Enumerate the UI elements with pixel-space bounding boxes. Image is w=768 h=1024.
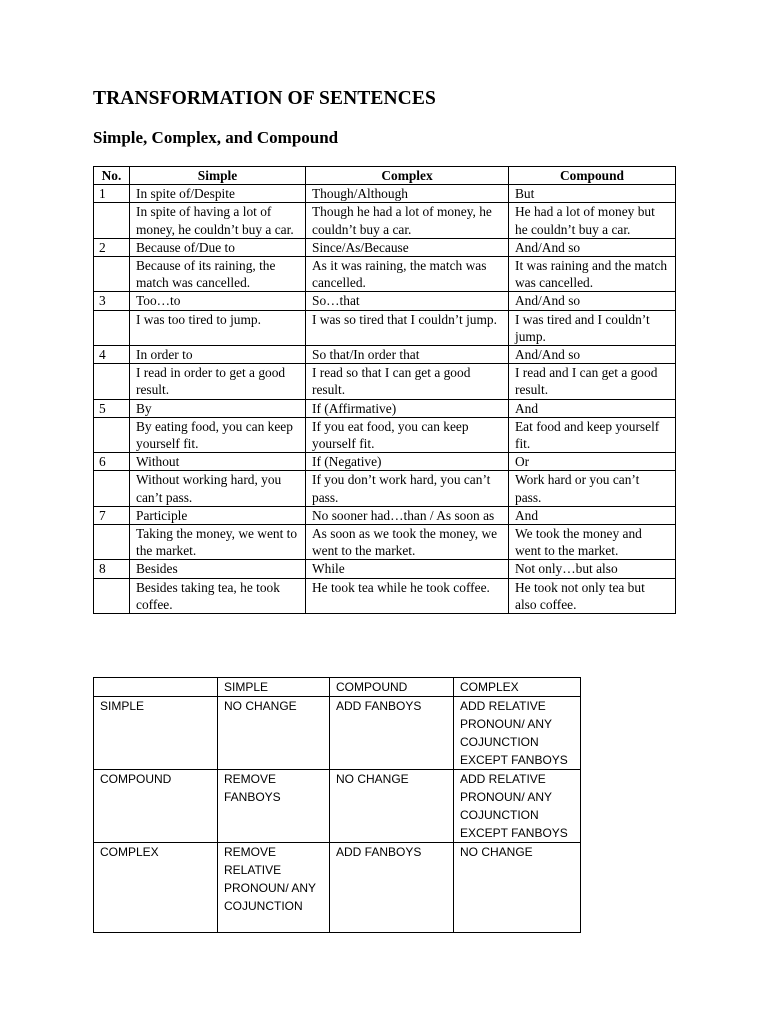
simple-cell: Besides bbox=[130, 560, 306, 578]
row-label-cell: COMPOUND bbox=[94, 770, 218, 843]
simple-cell: Besides taking tea, he took coffee. bbox=[130, 578, 306, 613]
table-row bbox=[94, 417, 676, 452]
complex-cell: So that/In order that bbox=[306, 346, 509, 364]
header-cell: SIMPLE bbox=[218, 678, 330, 697]
rule-cell: ADD RELATIVE PRONOUN/ ANY COJUNCTION EXCEPT FANBOYS bbox=[454, 770, 581, 843]
rule-cell: REMOVE FANBOYS bbox=[218, 770, 330, 843]
conversion-rules-table bbox=[93, 677, 581, 933]
complex-cell: So…that bbox=[306, 292, 509, 310]
rule-cell: ADD FANBOYS bbox=[330, 843, 454, 933]
complex-cell: I was so tired that I couldn’t jump. bbox=[306, 310, 509, 345]
simple-cell: I was too tired to jump. bbox=[130, 310, 306, 345]
rule-cell: ADD RELATIVE PRONOUN/ ANY COJUNCTION EXCEPT FANBOYS bbox=[454, 697, 581, 770]
complex-cell: If you eat food, you can keep yourself fit. bbox=[306, 417, 509, 452]
header-cell bbox=[94, 678, 218, 697]
page-title: TRANSFORMATION OF SENTENCES bbox=[93, 88, 436, 109]
table-row bbox=[94, 578, 676, 613]
table-row bbox=[94, 203, 676, 238]
compound-cell: Or bbox=[509, 453, 676, 471]
table-row bbox=[94, 770, 581, 843]
table-row bbox=[94, 238, 676, 256]
simple-cell: Because of its raining, the match was cancelled. bbox=[130, 257, 306, 292]
number-cell bbox=[94, 578, 130, 613]
number-cell: 1 bbox=[94, 185, 130, 203]
rule-cell: ADD FANBOYS bbox=[330, 697, 454, 770]
simple-cell: Without bbox=[130, 453, 306, 471]
header-cell: Complex bbox=[306, 167, 509, 185]
simple-cell: Without working hard, you can’t pass. bbox=[130, 471, 306, 506]
table-row bbox=[94, 399, 676, 417]
number-cell: 2 bbox=[94, 238, 130, 256]
table-row bbox=[94, 346, 676, 364]
table-header-row bbox=[94, 167, 676, 185]
table-row bbox=[94, 310, 676, 345]
compound-cell: He took not only tea but also coffee. bbox=[509, 578, 676, 613]
complex-cell: If you don’t work hard, you can’t pass. bbox=[306, 471, 509, 506]
table-row bbox=[94, 453, 676, 471]
table-row bbox=[94, 185, 676, 203]
simple-cell: Because of/Due to bbox=[130, 238, 306, 256]
transformation-table bbox=[93, 166, 676, 614]
header-cell: COMPOUND bbox=[330, 678, 454, 697]
compound-cell: Eat food and keep yourself fit. bbox=[509, 417, 676, 452]
number-cell: 8 bbox=[94, 560, 130, 578]
table-row bbox=[94, 506, 676, 524]
rule-cell: NO CHANGE bbox=[330, 770, 454, 843]
simple-cell: In order to bbox=[130, 346, 306, 364]
row-label-cell: SIMPLE bbox=[94, 697, 218, 770]
number-cell bbox=[94, 417, 130, 452]
complex-cell: No sooner had…than / As soon as bbox=[306, 506, 509, 524]
compound-cell: And/And so bbox=[509, 292, 676, 310]
compound-cell: I was tired and I couldn’t jump. bbox=[509, 310, 676, 345]
complex-cell: Though he had a lot of money, he couldn’t buy a car. bbox=[306, 203, 509, 238]
rule-cell: REMOVE RELATIVE PRONOUN/ ANY COJUNCTION bbox=[218, 843, 330, 933]
number-cell: 7 bbox=[94, 506, 130, 524]
simple-cell: In spite of having a lot of money, he couldn’t buy a car. bbox=[130, 203, 306, 238]
number-cell: 3 bbox=[94, 292, 130, 310]
complex-cell: He took tea while he took coffee. bbox=[306, 578, 509, 613]
simple-cell: I read in order to get a good result. bbox=[130, 364, 306, 399]
compound-cell: He had a lot of money but he couldn’t buy a car. bbox=[509, 203, 676, 238]
table-row bbox=[94, 525, 676, 560]
compound-cell: I read and I can get a good result. bbox=[509, 364, 676, 399]
complex-cell: As soon as we took the money, we went to the market. bbox=[306, 525, 509, 560]
table-row bbox=[94, 843, 581, 933]
compound-cell: Not only…but also bbox=[509, 560, 676, 578]
complex-cell: While bbox=[306, 560, 509, 578]
header-cell: Simple bbox=[130, 167, 306, 185]
row-label-cell: COMPLEX bbox=[94, 843, 218, 933]
simple-cell: Taking the money, we went to the market. bbox=[130, 525, 306, 560]
complex-cell: Since/As/Because bbox=[306, 238, 509, 256]
complex-cell: If (Negative) bbox=[306, 453, 509, 471]
simple-cell: Too…to bbox=[130, 292, 306, 310]
number-cell bbox=[94, 525, 130, 560]
rule-cell: NO CHANGE bbox=[454, 843, 581, 933]
compound-cell: And bbox=[509, 506, 676, 524]
simple-cell: By bbox=[130, 399, 306, 417]
simple-cell: Participle bbox=[130, 506, 306, 524]
header-cell: No. bbox=[94, 167, 130, 185]
table-row bbox=[94, 560, 676, 578]
table-row bbox=[94, 364, 676, 399]
table-row bbox=[94, 697, 581, 770]
compound-cell: We took the money and went to the market. bbox=[509, 525, 676, 560]
number-cell bbox=[94, 471, 130, 506]
table-header-row bbox=[94, 678, 581, 697]
simple-cell: In spite of/Despite bbox=[130, 185, 306, 203]
header-cell: Compound bbox=[509, 167, 676, 185]
complex-cell: Though/Although bbox=[306, 185, 509, 203]
table-row bbox=[94, 471, 676, 506]
header-cell: COMPLEX bbox=[454, 678, 581, 697]
compound-cell: But bbox=[509, 185, 676, 203]
number-cell bbox=[94, 257, 130, 292]
compound-cell: Work hard or you can’t pass. bbox=[509, 471, 676, 506]
compound-cell: And/And so bbox=[509, 346, 676, 364]
simple-cell: By eating food, you can keep yourself fit. bbox=[130, 417, 306, 452]
number-cell bbox=[94, 203, 130, 238]
table-row bbox=[94, 292, 676, 310]
rule-cell: NO CHANGE bbox=[218, 697, 330, 770]
number-cell: 5 bbox=[94, 399, 130, 417]
compound-cell: And bbox=[509, 399, 676, 417]
complex-cell: If (Affirmative) bbox=[306, 399, 509, 417]
compound-cell: And/And so bbox=[509, 238, 676, 256]
number-cell: 4 bbox=[94, 346, 130, 364]
number-cell bbox=[94, 310, 130, 345]
section-subtitle: Simple, Complex, and Compound bbox=[93, 128, 339, 147]
compound-cell: It was raining and the match was cancelled. bbox=[509, 257, 676, 292]
number-cell bbox=[94, 364, 130, 399]
table-row bbox=[94, 257, 676, 292]
complex-cell: I read so that I can get a good result. bbox=[306, 364, 509, 399]
number-cell: 6 bbox=[94, 453, 130, 471]
complex-cell: As it was raining, the match was cancelled. bbox=[306, 257, 509, 292]
